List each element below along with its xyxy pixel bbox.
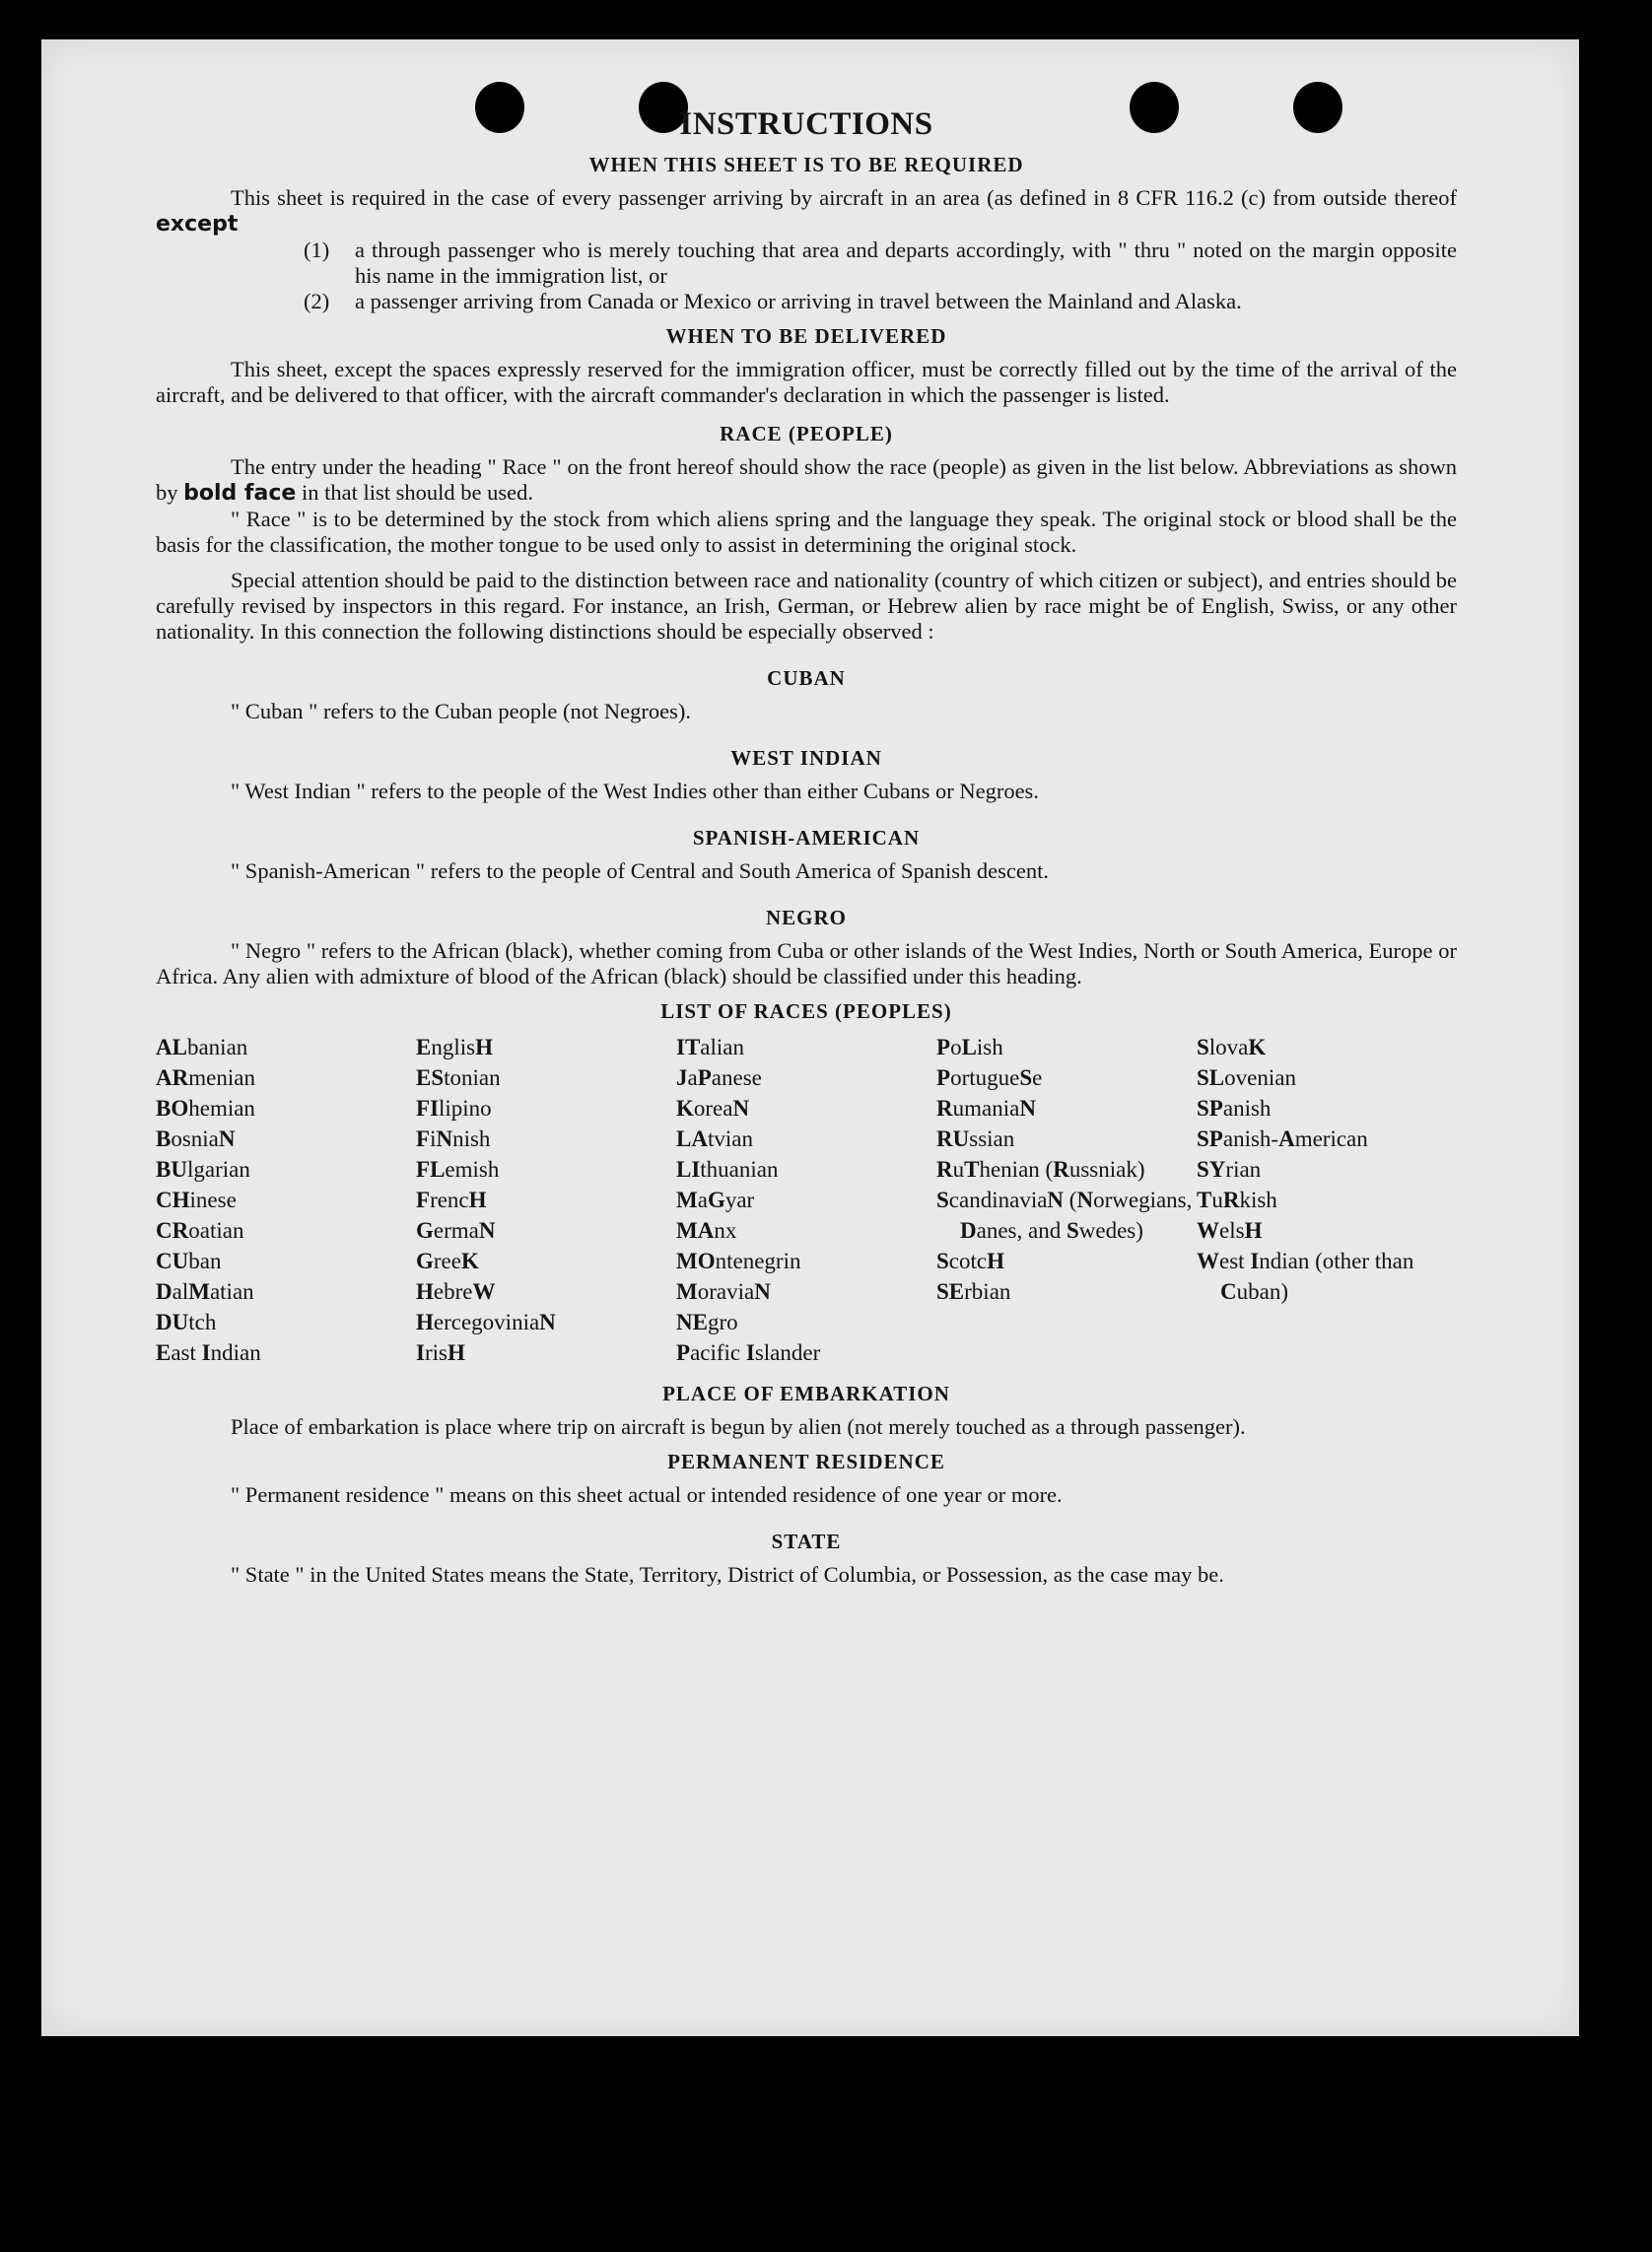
race-entry: ScandinaviaN (Norwegians, Danes, and Swedes)	[936, 1188, 1193, 1243]
races-column	[676, 1032, 936, 1368]
race-entry: FiNnish	[416, 1126, 491, 1151]
residence-text: " Permanent residence " means on this sheet actual or intended residence of one year or more.	[231, 1482, 1063, 1507]
race-entry: HebreW	[416, 1279, 496, 1304]
heading-spanish-american: SPANISH-AMERICAN	[692, 826, 921, 850]
race-entry: SPanish	[1197, 1096, 1272, 1121]
delivered-text: This sheet, except the spaces expressly reserved for the immigration officer, must be correctly filled out by the time of the arrival of the aircraft, and be delivered to that officer, with the aircraft commander's declaration in which the passenger is listed.	[156, 357, 1457, 407]
race-entry: East Indian	[156, 1340, 261, 1365]
race-entry: CUban	[156, 1249, 222, 1273]
heading-list-of-races: LIST OF RACES (PEOPLES)	[660, 999, 952, 1023]
cuban-text: " Cuban " refers to the Cuban people (not Negroes).	[231, 699, 691, 723]
race-entry: MOntenegrin	[676, 1249, 801, 1273]
race-entry: ARmenian	[156, 1065, 255, 1090]
races-column	[1197, 1032, 1457, 1368]
exception-item-1: (1) a through passenger who is merely touching that area and departs accordingly, with " thru " noted on the margin opposite his name in the immigration list, or	[304, 238, 1457, 288]
race-entry: SLovenian	[1197, 1065, 1296, 1090]
race-entry: PortugueSe	[936, 1065, 1043, 1090]
race-entry: KoreaN	[676, 1096, 750, 1121]
race-entry: JaPanese	[676, 1065, 762, 1090]
race-entry: GreeK	[416, 1249, 479, 1273]
race-paragraph-1: The entry under the heading " Race " on the front hereof should show the race (people) as given in the list below. Abbreviations as shown by bold face in that list should be used.	[156, 454, 1457, 506]
race-entry: CRoatian	[156, 1218, 244, 1243]
race-entry: MoraviaN	[676, 1279, 771, 1304]
race-entry: FrencH	[416, 1188, 487, 1212]
heading-race: RACE (PEOPLE)	[720, 422, 893, 445]
race-entry: TuRkish	[1197, 1188, 1277, 1212]
race-entry: LAtvian	[676, 1126, 753, 1151]
race-entry: GermaN	[416, 1218, 496, 1243]
race-entry: BUlgarian	[156, 1157, 250, 1182]
west-indian-text: " West Indian " refers to the people of the West Indies other than either Cubans or Negroes.	[231, 779, 1039, 803]
heading-embarkation: PLACE OF EMBARKATION	[662, 1382, 950, 1405]
heading-residence: PERMANENT RESIDENCE	[667, 1450, 945, 1473]
races-list	[156, 1032, 1457, 1368]
race-entry: FLemish	[416, 1157, 500, 1182]
race-entry: SYrian	[1197, 1157, 1262, 1182]
race-paragraph-2: " Race " is to be determined by the stock from which aliens spring and the language they speak. The original stock or blood shall be the basis for the classification, the mother tongue to be used only to assist in determining the original stock.	[156, 507, 1457, 557]
heading-required: WHEN THIS SHEET IS TO BE REQUIRED	[588, 153, 1024, 176]
page-title: INSTRUCTIONS	[679, 106, 933, 142]
race-entry: SErbian	[936, 1279, 1011, 1304]
race-entry: West Indian (other than Cuban)	[1197, 1249, 1414, 1304]
race-entry: SlovaK	[1197, 1035, 1267, 1059]
race-entry: EStonian	[416, 1065, 501, 1090]
except-word: except	[156, 212, 239, 237]
race-entry: IrisH	[416, 1340, 465, 1365]
race-entry: RumaniaN	[936, 1096, 1036, 1121]
race-entry: MaGyar	[676, 1188, 755, 1212]
race-entry: LIthuanian	[676, 1157, 779, 1182]
required-intro: This sheet is required in the case of every passenger arriving by aircraft in an area (as defined in 8 CFR 116.2 (c) from outside thereof except	[156, 185, 1457, 237]
race-entry: BosniaN	[156, 1126, 236, 1151]
embarkation-text: Place of embarkation is place where trip on aircraft is begun by alien (not merely touched as a through passenger).	[231, 1414, 1246, 1439]
race-entry: Pacific Islander	[676, 1340, 821, 1365]
spanish-american-text: " Spanish-American " refers to the people of Central and South America of Spanish descent.	[231, 858, 1050, 883]
race-entry: DalMatian	[156, 1279, 254, 1304]
heading-west-indian: WEST INDIAN	[730, 746, 882, 770]
race-entry: SPanish-American	[1197, 1126, 1368, 1151]
race-entry: WelsH	[1197, 1218, 1263, 1243]
race-entry: FIlipino	[416, 1096, 492, 1121]
race-entry: MAnx	[676, 1218, 737, 1243]
heading-cuban: CUBAN	[767, 666, 846, 690]
races-column	[936, 1032, 1197, 1368]
race-entry: RuThenian (Russniak)	[936, 1157, 1145, 1182]
race-entry: ScotcH	[936, 1249, 1004, 1273]
race-entry: ALbanian	[156, 1035, 248, 1059]
race-entry: RUssian	[936, 1126, 1015, 1151]
negro-text: " Negro " refers to the African (black), whether coming from Cuba or other islands of the West Indies, North or South America, Europe or Africa. Any alien with admixture of blood of the African (black) should be classified under this heading.	[156, 938, 1457, 989]
race-entry: EnglisH	[416, 1035, 493, 1059]
heading-delivered: WHEN TO BE DELIVERED	[665, 324, 947, 348]
heading-negro: NEGRO	[765, 906, 847, 929]
race-entry: ITalian	[676, 1035, 744, 1059]
races-column	[156, 1032, 416, 1368]
race-entry: NEgro	[676, 1310, 738, 1334]
race-entry: CHinese	[156, 1188, 237, 1212]
races-column	[416, 1032, 676, 1368]
exception-item-2: (2) a passenger arriving from Canada or Mexico or arriving in travel between the Mainland and Alaska.	[304, 289, 1242, 313]
race-entry: DUtch	[156, 1310, 217, 1334]
race-paragraph-3: Special attention should be paid to the distinction between race and nationality (country of which citizen or subject), and entries should be carefully revised by inspectors in this regard. For instance, an Irish, German, or Hebrew alien by race might be of English, Swiss, or any other nationality. In this connection the following distinctions should be especially observed :	[156, 568, 1457, 644]
state-text: " State " in the United States means the State, Territory, District of Columbia, or Possession, as the case may be.	[231, 1562, 1224, 1587]
instructions-content	[156, 106, 1457, 1588]
race-entry: HercegoviniaN	[416, 1310, 556, 1334]
race-entry: PoLish	[936, 1035, 1003, 1059]
race-entry: BOhemian	[156, 1096, 255, 1121]
heading-state: STATE	[771, 1530, 842, 1553]
